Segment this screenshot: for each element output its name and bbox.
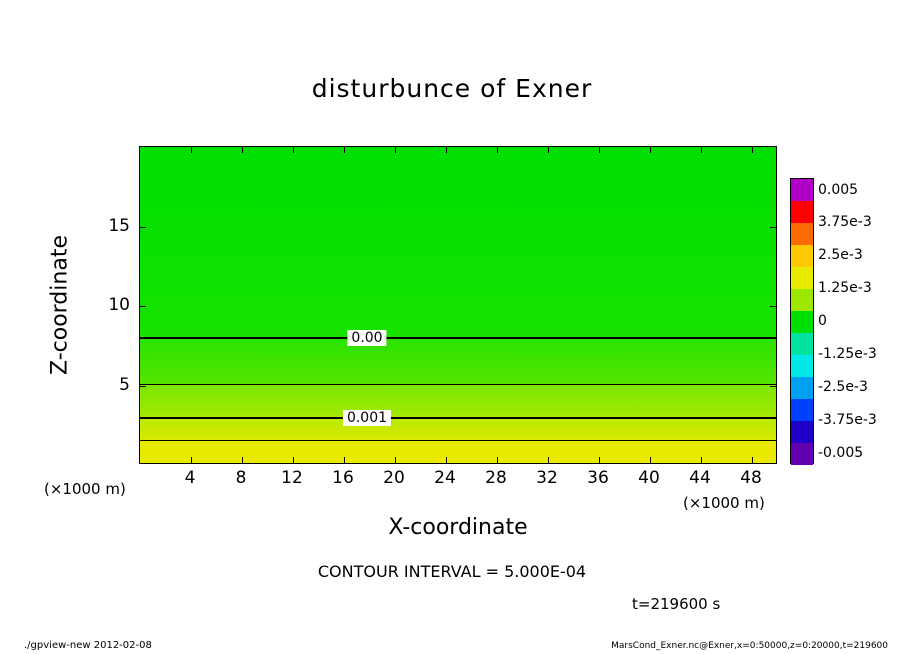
colorbar-segment bbox=[791, 201, 813, 223]
axis-tick-bottom bbox=[293, 457, 294, 463]
axis-tick-top bbox=[191, 147, 192, 153]
axis-tick-top bbox=[344, 147, 345, 153]
axis-tick-top bbox=[752, 147, 753, 153]
colorbar-tick-label: 0 bbox=[818, 313, 827, 329]
footer-left-text: ./gpview-new 2012-02-08 bbox=[24, 640, 152, 651]
contour-line-0.001 bbox=[140, 417, 776, 419]
colorbar-segment bbox=[791, 245, 813, 267]
colorbar-tick-label: 1.25e-3 bbox=[818, 280, 872, 296]
field-layer bbox=[140, 441, 776, 464]
x-tick-label: 36 bbox=[587, 468, 609, 488]
footer-right-text: MarsCond_Exner.nc@Exner,x=0:50000,z=0:20000,t=219600 bbox=[611, 641, 888, 651]
axis-tick-bottom bbox=[497, 457, 498, 463]
axis-tick-top bbox=[599, 147, 600, 153]
x-tick-label: 48 bbox=[740, 468, 762, 488]
axis-tick-bottom bbox=[395, 457, 396, 463]
x-tick-label: 8 bbox=[235, 468, 247, 488]
colorbar-tick-label: -2.5e-3 bbox=[818, 379, 868, 395]
colorbar-segment bbox=[791, 421, 813, 443]
axis-tick-bottom bbox=[344, 457, 345, 463]
colorbar-segment bbox=[791, 311, 813, 333]
axis-tick-top bbox=[446, 147, 447, 153]
y-tick-label: 15 bbox=[108, 216, 130, 236]
field-layer bbox=[140, 385, 776, 418]
colorbar-segment bbox=[791, 333, 813, 355]
colorbar-segment bbox=[791, 355, 813, 377]
colorbar-segment bbox=[791, 179, 813, 201]
axis-tick-top bbox=[701, 147, 702, 153]
x-axis-title: X-coordinate bbox=[388, 515, 528, 540]
contour-label: 0.00 bbox=[347, 330, 386, 346]
contour-label: 0.001 bbox=[343, 410, 391, 426]
field-layer bbox=[140, 338, 776, 385]
axis-tick-top bbox=[242, 147, 243, 153]
axis-tick-bottom bbox=[752, 457, 753, 463]
axis-tick-bottom bbox=[446, 457, 447, 463]
axis-tick-bottom bbox=[191, 457, 192, 463]
colorbar-segment bbox=[791, 443, 813, 465]
y-tick-label: 10 bbox=[108, 295, 130, 315]
y-tick-label: 5 bbox=[119, 375, 130, 395]
x-tick-label: 16 bbox=[332, 468, 354, 488]
x-axis-unit: (×1000 m) bbox=[683, 494, 765, 512]
axis-tick-bottom bbox=[242, 457, 243, 463]
field-layer bbox=[140, 418, 776, 441]
field-layer bbox=[140, 147, 776, 338]
axis-tick-bottom bbox=[548, 457, 549, 463]
axis-tick-bottom bbox=[650, 457, 651, 463]
axis-tick-left bbox=[140, 227, 146, 228]
contour-line-0 bbox=[140, 337, 776, 339]
axis-tick-right bbox=[770, 306, 776, 307]
colorbar-tick-label: 3.75e-3 bbox=[818, 214, 872, 230]
colorbar-tick-label: 0.005 bbox=[818, 182, 859, 198]
axis-tick-top bbox=[650, 147, 651, 153]
axis-tick-top bbox=[497, 147, 498, 153]
axis-tick-right bbox=[770, 386, 776, 387]
colorbar-tick-label: -3.75e-3 bbox=[818, 412, 877, 428]
y-axis-unit: (×1000 m) bbox=[44, 480, 126, 498]
contour-line-0.0015 bbox=[140, 440, 776, 441]
axis-tick-top bbox=[548, 147, 549, 153]
axis-tick-top bbox=[293, 147, 294, 153]
x-tick-label: 32 bbox=[536, 468, 558, 488]
axis-tick-right bbox=[770, 227, 776, 228]
x-tick-label: 12 bbox=[281, 468, 303, 488]
x-tick-label: 44 bbox=[689, 468, 711, 488]
plot-area bbox=[139, 146, 777, 464]
colorbar-tick-label: -1.25e-3 bbox=[818, 346, 877, 362]
x-tick-label: 28 bbox=[485, 468, 507, 488]
colorbar-segment bbox=[791, 223, 813, 245]
colorbar bbox=[790, 178, 814, 464]
colorbar-segment bbox=[791, 399, 813, 421]
axis-tick-left bbox=[140, 306, 146, 307]
colorbar-segment bbox=[791, 289, 813, 311]
x-tick-label: 24 bbox=[434, 468, 456, 488]
colorbar-segment bbox=[791, 267, 813, 289]
timestamp-label: t=219600 s bbox=[632, 595, 721, 613]
axis-tick-top bbox=[395, 147, 396, 153]
axis-tick-bottom bbox=[701, 457, 702, 463]
x-tick-label: 40 bbox=[638, 468, 660, 488]
contour-line-0.0005 bbox=[140, 384, 776, 385]
y-axis-title: Z-coordinate bbox=[47, 235, 73, 375]
contour-interval-label: CONTOUR INTERVAL = 5.000E-04 bbox=[317, 562, 587, 581]
axis-tick-bottom bbox=[599, 457, 600, 463]
x-tick-label: 4 bbox=[184, 468, 196, 488]
x-tick-label: 20 bbox=[383, 468, 405, 488]
axis-tick-left bbox=[140, 386, 146, 387]
colorbar-tick-label: 2.5e-3 bbox=[818, 247, 863, 263]
chart-title: disturbunce of Exner bbox=[311, 74, 593, 103]
colorbar-segment bbox=[791, 377, 813, 399]
colorbar-tick-label: -0.005 bbox=[818, 445, 864, 461]
